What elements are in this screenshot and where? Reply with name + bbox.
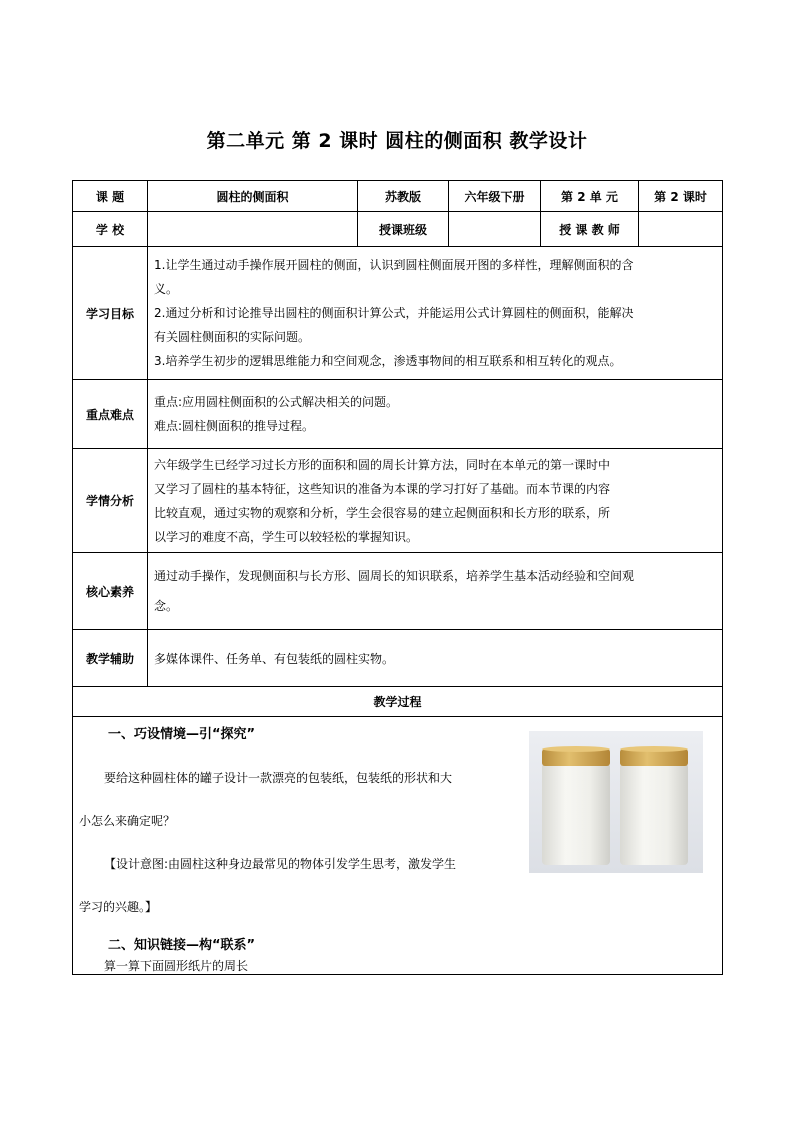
row-process-heading [73,687,723,717]
paragraph: 小怎么来确定呢？ [79,814,176,828]
keypoints-label: 重点难点 [73,380,148,449]
page-title: 第二单元 第 2 课时 圆柱的侧面积 教学设计 [206,130,588,152]
row-literacy [73,553,723,630]
goals-line: 3.培养学生初步的逻辑思维能力和空间观念，渗透事物间的相互联系和相互转化的观点。 [154,354,622,368]
grade-cell: 六年级下册 [449,181,541,212]
analysis-label: 学情分析 [73,449,148,553]
row-keypoints [73,380,723,449]
school-label: 学 校 [73,212,148,247]
class-label: 授课班级 [358,212,449,247]
lesson-plan-table [72,180,723,975]
lesson-number-cell: 第 2 课时 [639,181,723,212]
keypoint-line: 重点:应用圆柱侧面积的公式解决相关的问题。 [154,395,399,409]
analysis-content [148,449,723,553]
keypoints-content [148,380,723,449]
process-heading: 教学过程 [73,687,723,717]
goals-line: 有关圆柱侧面积的实际问题。 [154,330,311,344]
teacher-label: 授 课 教 师 [541,212,639,247]
class-value [449,212,541,247]
paragraph: 要给这种圆柱体的罐子设计一款漂亮的包装纸，包装纸的形状和大 [104,771,453,785]
analysis-line: 六年级学生已经学习过长方形的面积和圆的周长计算方法，同时在本单元的第一课时中 [154,457,611,472]
design-intent-note: 【设计意图:由圆柱这种身边最常见的物体引发学生思考，激发学生 [104,857,457,871]
row-school [73,212,723,247]
goals-content [148,247,723,380]
row-topic [73,181,723,212]
topic-label: 课 题 [73,181,148,212]
teacher-value [639,212,723,247]
literacy-line: 通过动手操作，发现侧面积与长方形、圆周长的知识联系，培养学生基本活动经验和空间观 [154,569,635,583]
unit-cell: 第 2 单 元 [541,181,639,212]
goals-line: 2.通过分析和讨论推导出圆柱的侧面积计算公式，并能运用公式计算圆柱的侧面积，能解决 [154,306,634,320]
keypoint-line: 难点:圆柱侧面积的推导过程。 [154,419,315,433]
literacy-label: 核心素养 [73,553,148,630]
goals-line: 1.让学生通过动手操作展开圆柱的侧面，认识到圆柱侧面展开图的多样性，理解侧面积的含 [154,258,634,272]
goals-label: 学习目标 [73,247,148,380]
literacy-line: 念。 [154,599,179,613]
goals-line: 义。 [154,282,179,296]
publisher-cell: 苏教版 [358,181,449,212]
jars-photo [529,731,703,873]
topic-value: 圆柱的侧面积 [148,181,358,212]
school-value [148,212,358,247]
row-aids [73,630,723,687]
jar-right [620,746,688,865]
process-content [73,717,723,975]
analysis-line: 比较直观，通过实物的观察和分析，学生会很容易的建立起侧面积和长方形的联系，所 [154,505,611,520]
literacy-content [148,553,723,630]
analysis-line: 又学习了圆柱的基本特征，这些知识的准备为本课的学习打好了基础。而本节课的内容 [154,481,611,496]
aids-content: 多媒体课件、任务单、有包装纸的圆柱实物。 [148,630,723,687]
section-heading: 二、知识链接—构“联系” [108,938,256,953]
aids-label: 教学辅助 [73,630,148,687]
design-intent-note: 学习的兴趣。】 [79,900,158,914]
section-heading: 一、巧设情境—引“探究” [108,727,256,742]
jar-left [542,746,610,865]
row-analysis [73,449,723,553]
row-process [73,717,723,975]
paragraph: 算一算下面圆形纸片的周长 [104,959,249,973]
row-goals [73,247,723,380]
analysis-line: 以学习的难度不高，学生可以较轻松的掌握知识。 [154,529,419,544]
